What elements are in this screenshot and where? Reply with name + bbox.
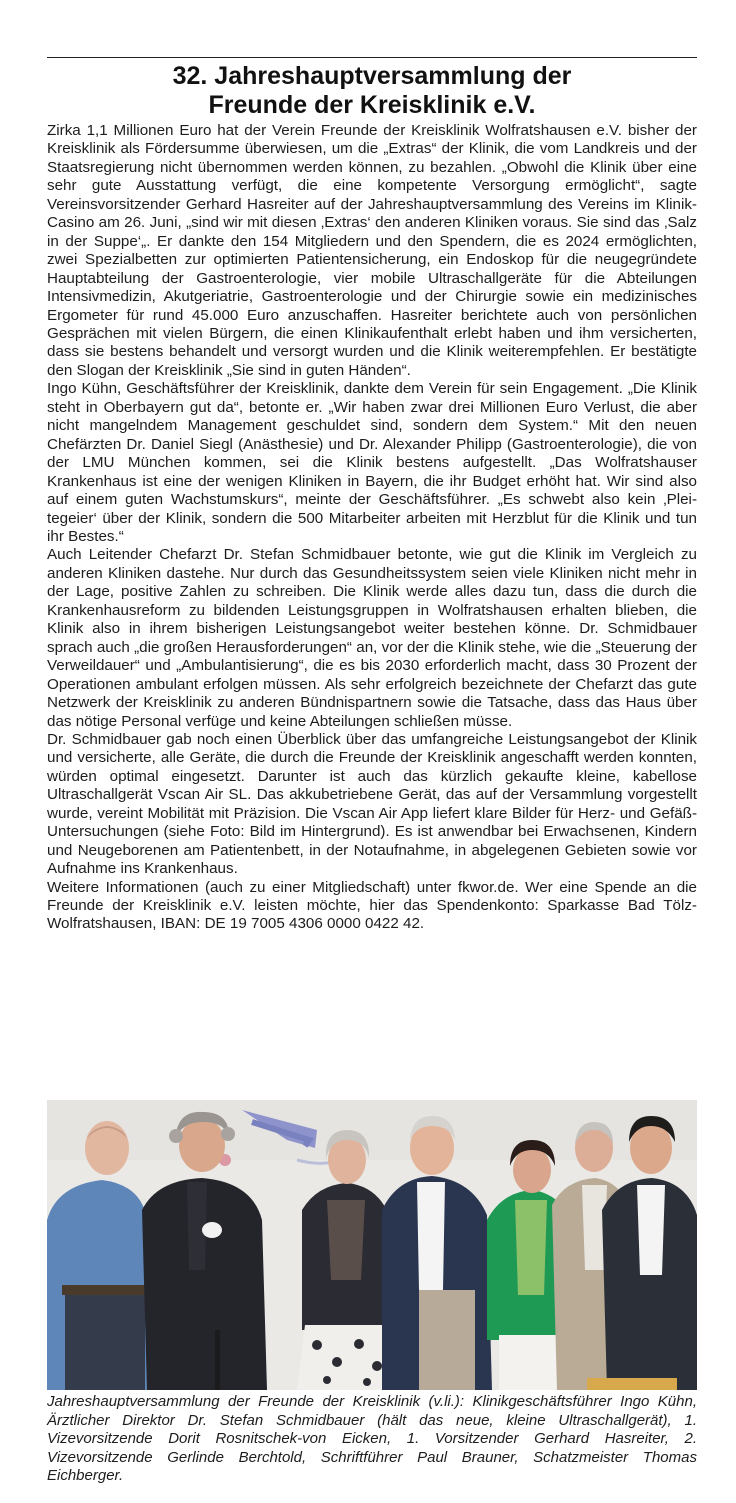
article-paragraph-4: Dr. Schmidbauer gab noch einen Überblick über das umfangreiche Leistungsangebot der Klinik und versicherte, alle Geräte, die durch die Freunde der Kreisklinik angeschafft werden konnten, würden optimal eingesetzt. Darunter ist auch das kürzlich gekaufte kleine, kabellose Ultraschallgerät Vscan Air SL. Das akkubetriebene Gerät, das auf der Versammlung vorgestellt wurde, vereint Mobilität mit Präzision. Die Vscan Air App liefert klare Bilder für Herz- und Gefäß-Untersuchungen (siehe Foto: Bild im Hintergrund). Es ist anwendbar bei Erwachsenen, Kindern und Neugeborenen am Patientenbett, in der Notaufnahme, in abgelegenen Gebieten sowie vor Aufnahme ins Krankenhaus.	[47, 730, 697, 878]
article-title	[47, 62, 697, 120]
article-paragraph-2: Ingo Kühn, Geschäftsführer der Kreisklinik, dankte dem Verein für sein Engagement. „Die Klinik steht in Oberbayern gut da“, betonte er. „Wir haben zwar drei Millionen Euro Verlust, die aber nicht mangelndem Management geschuldet sind, sondern dem System.“ Mit den neuen Chefärzten Dr. Daniel Siegl (Anästhesie) und Dr. Alexander Philipp (Gastroenterologie), die von der LMU München kommen, sei die Klinik bestens aufgestellt. „Das Wolfratshauser Krankenhaus ist eine der wenigen Kliniken in Bayern, die ihr Budget erhöht hat. Wir sind also auf einem guten Wachstumskurs“, meinte der Geschäftsführer. „Es schwebt also kein ‚Pleitegeier‘ über der Klinik, sondern die 500 Mitarbeiter arbeiten mit Herzblut für die Klinik und tun ihr Bestes.“	[47, 380, 697, 545]
title-line-1: 32. Jahreshauptversammlung der	[172, 62, 572, 90]
group-photo	[47, 1100, 697, 1390]
article-paragraph-3: Auch Leitender Chefarzt Dr. Stefan Schmidbauer betonte, wie gut die Klinik im Vergleich zu anderen Kliniken dastehe. Nur durch das Gesundheitssystem seien viele Kliniken nicht mehr in der Lage, positive Zahlen zu schreiben. Die Klinik werde alles dazu tun, dass die durch die Krankenhausreform zu bildenden Leistungsgruppen in Wolfratshausen erhalten blieben, die Klinik also in ihrem bisherigen Leistungsangebot weiter bestehen könne. Dr. Schmidbauer sprach auch „die großen Herausforderungen“ an, vor der die Klinik stehe, wie die „Steuerung der Verweildauer“ und „Ambulantisierung“, die es bis 2030 erforderlich macht, dass 30 Prozent der Operationen ambulant erfolgen müssen. Als sehr erfolgreich bezeichnete der Chefarzt das gute Netzwerk der Kreisklinik zu anderen Bündnispartnern sowie die Tatsache, dass das Haus über das nötige Personal verfüge und keine Abteilungen schließen müsse.	[47, 546, 697, 730]
photo-caption: Jahreshauptversammlung der Freunde der Kreisklinik (v.li.): Klinikgeschäftsführer Ingo Kühn, Ärztlicher Direktor Dr. Stefan Schmidbauer (hält das neue, kleine Ultraschallgerät), 1. Vizevorsitzende Dorit Rosnitschek-von Eicken, 1. Vorsitzender Gerhard Hasreiter, 2. Vizevorsitzende Gerlinde Berchtold, Schriftführer Paul Brauner, Schatzmeister Thomas Eichberger.	[47, 1393, 697, 1485]
top-rule	[47, 57, 697, 58]
group-photo-illustration	[47, 1100, 697, 1390]
article-paragraph-5: Weitere Informationen (auch zu einer Mitgliedschaft) unter fkwor.de. Wer eine Spende an die Freunde der Kreisklinik e.V. leisten möchte, hier das Spendenkonto: Sparkasse Bad Tölz-Wolfratshausen, IBAN: DE 19 7005 4306 0000 0422 42.	[47, 878, 697, 933]
title-line-2: Freunde der Kreisklinik e.V.	[208, 91, 536, 119]
article-body	[47, 122, 697, 934]
article-paragraph-1: Zirka 1,1 Millionen Euro hat der Verein Freunde der Kreisklinik Wolfratshausen e.V. bisher der Kreisklinik als Fördersumme überwiesen, um die „Extras“ der Klinik, die vom Landkreis und der Staatsregierung nicht übernommen werden können, zu bezahlen. „Obwohl die Klinik über eine sehr gute Ausstattung verfügt, die eine kompetente Versorgung ermöglicht“, sagte Vereinsvorsitzender Gerhard Hasreiter auf der Jahreshauptversammlung des Vereins im Klinik-Casino am 26. Juni, „sind wir mit diesen ‚Extras‘ den anderen Kliniken voraus. Sie sind das ‚Salz in der Suppe‘„. Er dankte den 154 Mitgliedern und den Spendern, die es 2024 ermöglichten, zwei Spezialbetten zur optimierten Patientensicherung, ein Endoskop für die neugegründete Hauptabteilung der Gastroenterologie, vier mobile Ultraschallgeräte für die Abteilungen Intensivmedizin, Akutgeriatrie, Gastroenterologie und der Chirurgie sowie ein medizinisches Ergometer für rund 45.000 Euro anzuschaffen. Hasreiter berichtete auch von persönlichen Gesprächen mit vielen Bürgern, die einen Klinikaufenthalt erlebt haben und ihm versicherten, dass sie bestens behandelt und versorgt wurden und die Klinik weiterempfehlen. Er bestätigte den Slogan der Kreisklinik „Sie sind in guten Händen“.	[47, 122, 697, 379]
